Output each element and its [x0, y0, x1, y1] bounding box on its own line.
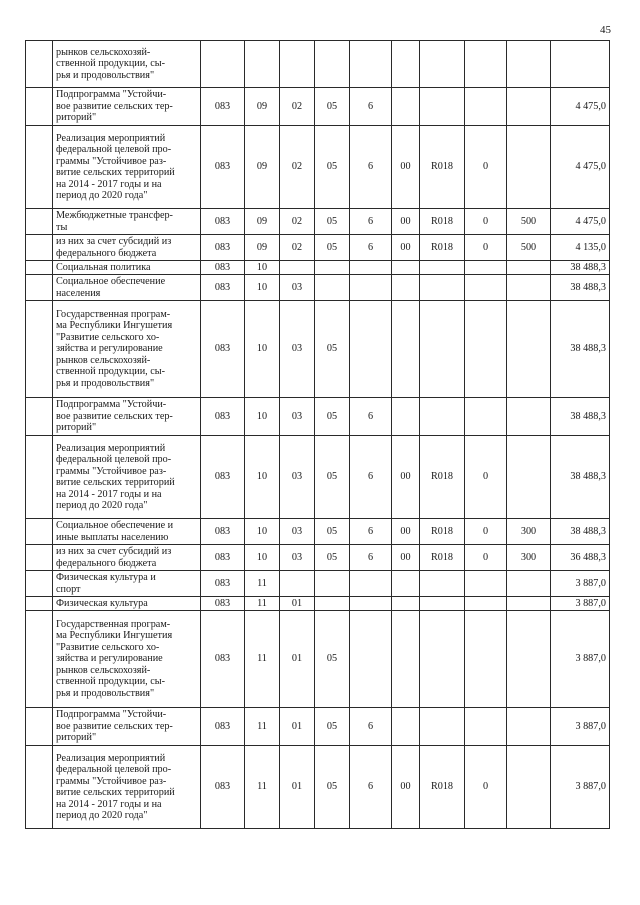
budget-table: [25, 40, 610, 829]
target-code-cell: [465, 301, 507, 398]
program-code-cell: 05: [315, 545, 350, 571]
sum-cell: 36 488,3: [551, 545, 610, 571]
subsection-code-cell: 01: [280, 611, 315, 708]
direction-code-cell: R018: [420, 126, 465, 209]
subsection-code-cell: 03: [280, 545, 315, 571]
row-number-cell: [26, 436, 53, 519]
page-number: 45: [600, 24, 611, 36]
expense-type-code-cell: [507, 301, 551, 398]
sum-cell: 3 887,0: [551, 708, 610, 746]
program-code-cell: 05: [315, 209, 350, 235]
direction-code-cell: [420, 261, 465, 275]
table-row: [26, 209, 610, 235]
sum-cell: 3 887,0: [551, 571, 610, 597]
subprogram-code-cell: 6: [350, 708, 392, 746]
subsection-code-cell: 03: [280, 398, 315, 436]
program-code-cell: [315, 597, 350, 611]
program-code-cell: 05: [315, 235, 350, 261]
subprogram-code-cell: 6: [350, 126, 392, 209]
direction-code-cell: [420, 571, 465, 597]
item-name-cell: Физическая культура: [53, 597, 201, 611]
row-number-cell: [26, 571, 53, 597]
grbs-code-cell: 083: [201, 708, 245, 746]
event-code-cell: 00: [392, 746, 420, 829]
target-code-cell: [465, 571, 507, 597]
expense-type-code-cell: [507, 746, 551, 829]
grbs-code-cell: 083: [201, 261, 245, 275]
item-name-cell: Реализация мероприятий федеральной целевой про- граммы "Устойчивое раз- витие сельских территорий на 2014 - 2017 годы и на период до 2020 года": [53, 436, 201, 519]
sum-cell: 38 488,3: [551, 398, 610, 436]
table-row: [26, 519, 610, 545]
row-number-cell: [26, 398, 53, 436]
grbs-code-cell: 083: [201, 126, 245, 209]
direction-code-cell: [420, 611, 465, 708]
event-code-cell: [392, 571, 420, 597]
section-code-cell: 09: [245, 126, 280, 209]
program-code-cell: 05: [315, 88, 350, 126]
table-body: [26, 41, 610, 829]
program-code-cell: 05: [315, 436, 350, 519]
program-code-cell: [315, 41, 350, 88]
row-number-cell: [26, 611, 53, 708]
subsection-code-cell: 02: [280, 209, 315, 235]
table-row: [26, 398, 610, 436]
expense-type-code-cell: [507, 261, 551, 275]
table-row: [26, 611, 610, 708]
grbs-code-cell: 083: [201, 235, 245, 261]
subsection-code-cell: 02: [280, 88, 315, 126]
expense-type-code-cell: [507, 275, 551, 301]
subprogram-code-cell: [350, 571, 392, 597]
program-code-cell: 05: [315, 301, 350, 398]
section-code-cell: 10: [245, 545, 280, 571]
grbs-code-cell: 083: [201, 436, 245, 519]
subsection-code-cell: 01: [280, 746, 315, 829]
event-code-cell: 00: [392, 235, 420, 261]
event-code-cell: [392, 611, 420, 708]
section-code-cell: 11: [245, 746, 280, 829]
table-row: [26, 88, 610, 126]
subprogram-code-cell: [350, 41, 392, 88]
item-name-cell: рынков сельскохозяй- ственной продукции, сы- рья и продовольствия": [53, 41, 201, 88]
subsection-code-cell: [280, 41, 315, 88]
grbs-code-cell: [201, 41, 245, 88]
direction-code-cell: [420, 597, 465, 611]
direction-code-cell: R018: [420, 519, 465, 545]
table-row: [26, 746, 610, 829]
expense-type-code-cell: [507, 708, 551, 746]
subsection-code-cell: 03: [280, 519, 315, 545]
subprogram-code-cell: [350, 597, 392, 611]
expense-type-code-cell: [507, 41, 551, 88]
event-code-cell: [392, 398, 420, 436]
grbs-code-cell: 083: [201, 611, 245, 708]
target-code-cell: [465, 398, 507, 436]
table-row: [26, 235, 610, 261]
subprogram-code-cell: 6: [350, 88, 392, 126]
item-name-cell: Государственная програм- ма Республики Ингушетия "Развитие сельского хо- зяйства и регулирование рынков сельскохозяй- ственной продукции, сы- рья и продовольствия": [53, 301, 201, 398]
row-number-cell: [26, 746, 53, 829]
event-code-cell: 00: [392, 545, 420, 571]
subsection-code-cell: [280, 261, 315, 275]
row-number-cell: [26, 41, 53, 88]
subsection-code-cell: 01: [280, 597, 315, 611]
event-code-cell: 00: [392, 519, 420, 545]
grbs-code-cell: 083: [201, 746, 245, 829]
direction-code-cell: [420, 275, 465, 301]
subsection-code-cell: 03: [280, 301, 315, 398]
subprogram-code-cell: 6: [350, 519, 392, 545]
grbs-code-cell: 083: [201, 398, 245, 436]
row-number-cell: [26, 88, 53, 126]
table-row: [26, 597, 610, 611]
subsection-code-cell: 02: [280, 235, 315, 261]
grbs-code-cell: 083: [201, 209, 245, 235]
row-number-cell: [26, 275, 53, 301]
row-number-cell: [26, 126, 53, 209]
event-code-cell: [392, 261, 420, 275]
section-code-cell: 11: [245, 708, 280, 746]
subsection-code-cell: 02: [280, 126, 315, 209]
event-code-cell: 00: [392, 436, 420, 519]
table-row: [26, 571, 610, 597]
section-code-cell: 10: [245, 519, 280, 545]
event-code-cell: [392, 708, 420, 746]
item-name-cell: Межбюджетные трансфер- ты: [53, 209, 201, 235]
event-code-cell: [392, 275, 420, 301]
row-number-cell: [26, 235, 53, 261]
sum-cell: 38 488,3: [551, 519, 610, 545]
section-code-cell: 11: [245, 597, 280, 611]
section-code-cell: 10: [245, 301, 280, 398]
event-code-cell: [392, 41, 420, 88]
table-row: [26, 301, 610, 398]
table-row: [26, 275, 610, 301]
event-code-cell: [392, 88, 420, 126]
direction-code-cell: [420, 301, 465, 398]
sum-cell: 38 488,3: [551, 261, 610, 275]
subprogram-code-cell: 6: [350, 209, 392, 235]
grbs-code-cell: 083: [201, 88, 245, 126]
row-number-cell: [26, 301, 53, 398]
target-code-cell: [465, 597, 507, 611]
grbs-code-cell: 083: [201, 571, 245, 597]
subprogram-code-cell: 6: [350, 436, 392, 519]
program-code-cell: 05: [315, 398, 350, 436]
section-code-cell: 10: [245, 261, 280, 275]
direction-code-cell: R018: [420, 436, 465, 519]
program-code-cell: 05: [315, 746, 350, 829]
target-code-cell: [465, 611, 507, 708]
grbs-code-cell: 083: [201, 275, 245, 301]
expense-type-code-cell: [507, 126, 551, 209]
section-code-cell: 10: [245, 398, 280, 436]
target-code-cell: [465, 88, 507, 126]
section-code-cell: 11: [245, 611, 280, 708]
sum-cell: [551, 41, 610, 88]
row-number-cell: [26, 545, 53, 571]
target-code-cell: [465, 41, 507, 88]
grbs-code-cell: 083: [201, 597, 245, 611]
item-name-cell: Реализация мероприятий федеральной целевой про- граммы "Устойчивое раз- витие сельских территорий на 2014 - 2017 годы и на период до 2020 года": [53, 126, 201, 209]
subsection-code-cell: [280, 571, 315, 597]
program-code-cell: 05: [315, 519, 350, 545]
section-code-cell: 10: [245, 275, 280, 301]
program-code-cell: [315, 275, 350, 301]
subsection-code-cell: 03: [280, 275, 315, 301]
row-number-cell: [26, 209, 53, 235]
sum-cell: 4 475,0: [551, 88, 610, 126]
sum-cell: 4 475,0: [551, 209, 610, 235]
expense-type-code-cell: [507, 571, 551, 597]
subprogram-code-cell: [350, 261, 392, 275]
section-code-cell: 10: [245, 436, 280, 519]
grbs-code-cell: 083: [201, 301, 245, 398]
expense-type-code-cell: 300: [507, 545, 551, 571]
expense-type-code-cell: 300: [507, 519, 551, 545]
table-row: [26, 708, 610, 746]
direction-code-cell: R018: [420, 746, 465, 829]
section-code-cell: [245, 41, 280, 88]
subprogram-code-cell: [350, 301, 392, 398]
item-name-cell: Государственная програм- ма Республики Ингушетия "Развитие сельского хо- зяйства и регулирование рынков сельскохозяй- ственной продукции, сы- рья и продовольствия": [53, 611, 201, 708]
subprogram-code-cell: 6: [350, 398, 392, 436]
event-code-cell: 00: [392, 126, 420, 209]
sum-cell: 38 488,3: [551, 275, 610, 301]
direction-code-cell: [420, 398, 465, 436]
direction-code-cell: [420, 88, 465, 126]
item-name-cell: Подпрограмма "Устойчи- вое развитие сельских тер- риторий": [53, 708, 201, 746]
expense-type-code-cell: [507, 398, 551, 436]
item-name-cell: Реализация мероприятий федеральной целевой про- граммы "Устойчивое раз- витие сельских территорий на 2014 - 2017 годы и на период до 2020 года": [53, 746, 201, 829]
target-code-cell: [465, 261, 507, 275]
target-code-cell: 0: [465, 519, 507, 545]
program-code-cell: 05: [315, 708, 350, 746]
sum-cell: 38 488,3: [551, 301, 610, 398]
direction-code-cell: R018: [420, 235, 465, 261]
expense-type-code-cell: 500: [507, 209, 551, 235]
item-name-cell: из них за счет субсидий из федерального бюджета: [53, 235, 201, 261]
item-name-cell: Социальная политика: [53, 261, 201, 275]
sum-cell: 38 488,3: [551, 436, 610, 519]
target-code-cell: 0: [465, 126, 507, 209]
target-code-cell: 0: [465, 235, 507, 261]
section-code-cell: 09: [245, 88, 280, 126]
subprogram-code-cell: 6: [350, 746, 392, 829]
table-row: [26, 436, 610, 519]
target-code-cell: 0: [465, 209, 507, 235]
subprogram-code-cell: [350, 611, 392, 708]
program-code-cell: [315, 261, 350, 275]
target-code-cell: 0: [465, 545, 507, 571]
target-code-cell: 0: [465, 746, 507, 829]
table-row: [26, 545, 610, 571]
direction-code-cell: [420, 41, 465, 88]
section-code-cell: 11: [245, 571, 280, 597]
grbs-code-cell: 083: [201, 545, 245, 571]
target-code-cell: 0: [465, 436, 507, 519]
event-code-cell: [392, 597, 420, 611]
program-code-cell: [315, 571, 350, 597]
item-name-cell: из них за счет субсидий из федерального бюджета: [53, 545, 201, 571]
subprogram-code-cell: 6: [350, 235, 392, 261]
event-code-cell: 00: [392, 209, 420, 235]
sum-cell: 4 475,0: [551, 126, 610, 209]
subprogram-code-cell: 6: [350, 545, 392, 571]
expense-type-code-cell: [507, 88, 551, 126]
item-name-cell: Социальное обеспечение населения: [53, 275, 201, 301]
item-name-cell: Социальное обеспечение и иные выплаты населению: [53, 519, 201, 545]
row-number-cell: [26, 261, 53, 275]
program-code-cell: 05: [315, 611, 350, 708]
subsection-code-cell: 01: [280, 708, 315, 746]
sum-cell: 3 887,0: [551, 597, 610, 611]
direction-code-cell: R018: [420, 545, 465, 571]
section-code-cell: 09: [245, 209, 280, 235]
sum-cell: 3 887,0: [551, 746, 610, 829]
table-row: [26, 261, 610, 275]
direction-code-cell: R018: [420, 209, 465, 235]
item-name-cell: Подпрограмма "Устойчи- вое развитие сельских тер- риторий": [53, 88, 201, 126]
table-row: [26, 41, 610, 88]
item-name-cell: Физическая культура и спорт: [53, 571, 201, 597]
expense-type-code-cell: [507, 611, 551, 708]
row-number-cell: [26, 519, 53, 545]
section-code-cell: 09: [245, 235, 280, 261]
sum-cell: 3 887,0: [551, 611, 610, 708]
target-code-cell: [465, 275, 507, 301]
event-code-cell: [392, 301, 420, 398]
subsection-code-cell: 03: [280, 436, 315, 519]
subprogram-code-cell: [350, 275, 392, 301]
expense-type-code-cell: [507, 436, 551, 519]
expense-type-code-cell: 500: [507, 235, 551, 261]
expense-type-code-cell: [507, 597, 551, 611]
direction-code-cell: [420, 708, 465, 746]
table-row: [26, 126, 610, 209]
grbs-code-cell: 083: [201, 519, 245, 545]
row-number-cell: [26, 597, 53, 611]
target-code-cell: [465, 708, 507, 746]
item-name-cell: Подпрограмма "Устойчи- вое развитие сельских тер- риторий": [53, 398, 201, 436]
sum-cell: 4 135,0: [551, 235, 610, 261]
program-code-cell: 05: [315, 126, 350, 209]
row-number-cell: [26, 708, 53, 746]
